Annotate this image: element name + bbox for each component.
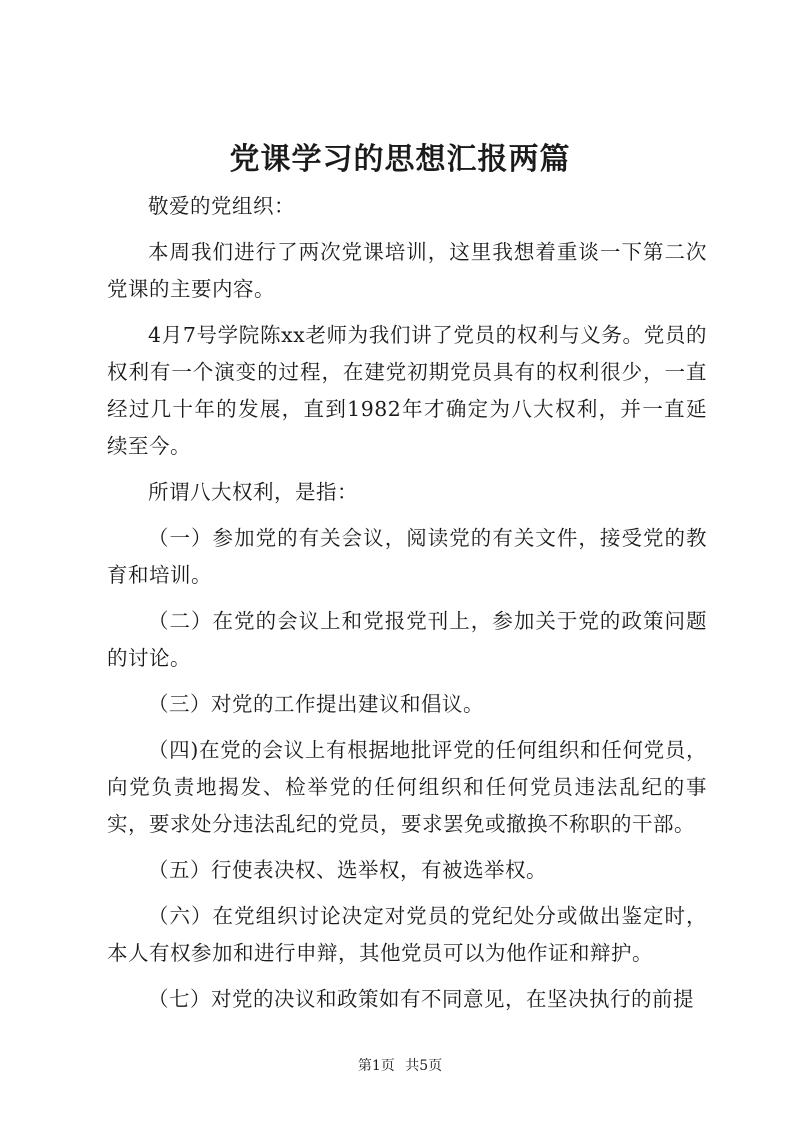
page-footer [0, 1056, 800, 1076]
rights-item: （四)在党的会议上有根据地批评党的任何组织和任何党员，向党负责地揭发、检举党的任何组织和任何党员违法乱纪的事实，要求处分违法乱纪的党员，要求罢免或撤换不称职的干部。 [107, 738, 707, 836]
rights-item: （七）对党的决议和政策如有不同意见，在坚决执行的前提 [148, 987, 694, 1011]
salutation: 敬爱的党组织： [148, 194, 295, 218]
rights-item: （一）参加党的有关会议，阅读党的有关文件，接受党的教育和培训。 [107, 526, 707, 587]
rights-item: （三）对党的工作提出建议和倡议。 [148, 692, 484, 716]
rights-item: （六）在党组织讨论决定对党员的党纪处分或做出鉴定时，本人有权参加和进行申辩，其他党员可以为他作证和辩护。 [107, 904, 707, 965]
body-paragraph: 所谓八大权利，是指： [148, 480, 358, 504]
rights-item: （五）行使表决权、选举权，有被选举权。 [148, 858, 547, 882]
page-number: 第1页 [357, 1058, 395, 1074]
body-paragraph: 本周我们进行了两次党课培训，这里我想着重谈一下第二次党课的主要内容。 [107, 240, 707, 301]
document-body [107, 188, 707, 1027]
document-title: 党课学习的思想汇报两篇 [229, 142, 571, 177]
page-total: 共5页 [405, 1058, 443, 1074]
rights-item: （二）在党的会议上和党报党刊上，参加关于党的政策问题的讨论。 [107, 609, 707, 670]
body-paragraph: 4月7号学院陈xx老师为我们讲了党员的权利与义务。党员的权利有一个演变的过程，在建党初期党员具有的权利很少，一直经过几十年的发展，直到1982年才确定为八大权利，并一直延续至今。 [107, 323, 707, 458]
